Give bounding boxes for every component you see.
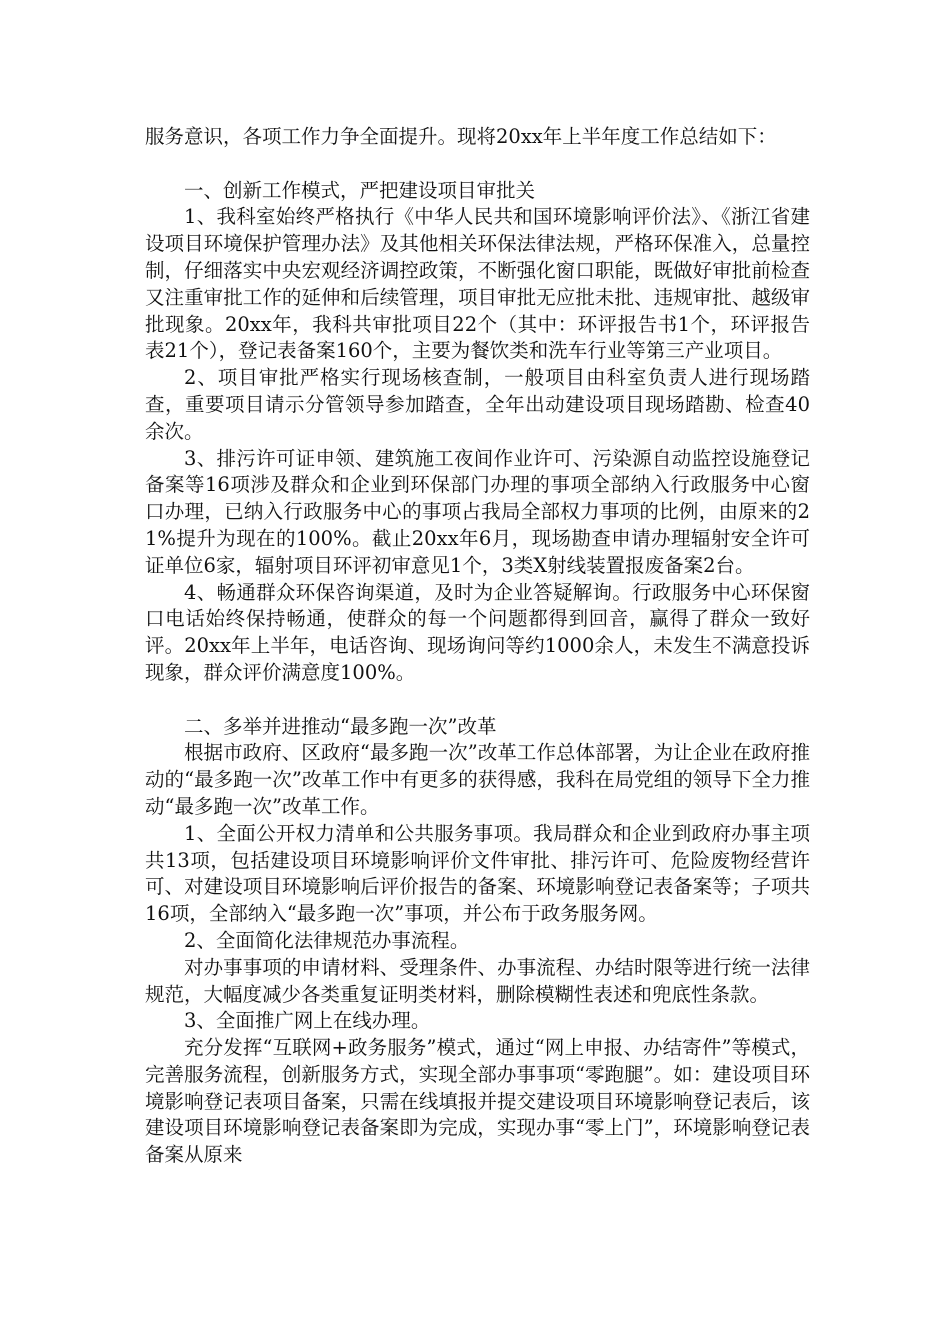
paragraph-2-2: 2、全面简化法律规范办事流程。 [184,928,470,952]
paragraph-2-3: 3、全面推广网上在线办理。 [184,1009,431,1033]
paragraph-2-1: 1、全面公开权力清单和公共服务事项。我局群众和企业到政府办事主项共13项，包括建设项目环境影响评价文件审批、排污许可、危险废物经营许可、对建设项目环境影响后评价报告的备案、环境影响登记表备案等；子项共16项，全部纳入“最多跑一次”事项，并公布于政务服务网。 [145,821,810,926]
paragraph-2-2-detail: 对办事事项的申请材料、受理条件、办事流程、办结时限等进行统一法律规范，大幅度减少各类重复证明类材料，删除模糊性表述和兜底性条款。 [145,955,810,1006]
paragraph-1-2: 2、项目审批严格实行现场核查制，一般项目由科室负责人进行现场踏查，重要项目请示分管领导参加踏查，全年出动建设项目现场踏勘、检查40余次。 [145,366,810,443]
paragraph-2-3-detail: 充分发挥“互联网+政务服务”模式，通过“网上申报、办结寄件”等模式，完善服务流程，创新服务方式，实现全部办事事项“零跑腿”。如：建设项目环境影响登记表项目备案，只需在线填报并提交建设项目环境影响登记表后，该建设项目环境影响登记表备案即为完成，实现办事“零上门”，环境影响登记表备案从原来 [145,1036,810,1167]
paragraph-1-3: 3、排污许可证申领、建筑施工夜间作业许可、污染源自动监控设施登记备案等16项涉及群众和企业到环保部门办理的事项全部纳入行政服务中心窗口办理，已纳入行政服务中心的事项占我局全部权力事项的比例，由原来的21%提升为现在的100%。截止20xx年6月，现场勘查申请办理辐射安全许可证单位6家，辐射项目环评初审意见1个，3类X射线装置报废备案2台。 [145,446,810,577]
paragraph-2-intro: 根据市政府、区政府“最多跑一次”改革工作总体部署，为让企业在政府推动的“最多跑一次”改革工作中有更多的获得感，我科在局党组的领导下全力推动“最多跑一次”改革工作。 [145,741,810,818]
paragraph-intro: 服务意识，各项工作力争全面提升。现将20xx年上半年度工作总结如下： [145,125,777,148]
paragraph-1-4: 4、畅通群众环保咨询渠道，及时为企业答疑解询。行政服务中心环保窗口电话始终保持畅通，使群众的每一个问题都得到回音，赢得了群众一致好评。20xx年上半年，电话咨询、现场询问等约1000余人，未发生不满意投诉现象，群众评价满意度100%。 [145,580,810,684]
paragraph-1-1: 1、我科室始终严格执行《中华人民共和国环境影响评价法》、《浙江省建设项目环境保护管理办法》及其他相关环保法律法规，严格环保准入，总量控制，仔细落实中央宏观经济调控政策，不断强化窗口职能，既做好审批前检查又注重审批工作的延伸和后续管理，项目审批无应批未批、违规审批、越级审批现象。20xx年，我科共审批项目22个（其中：环评报告书1个，环评报告表21个），登记表备案160个，主要为餐饮类和洗车行业等第三产业项目。 [145,205,810,363]
section-heading-2: 二、多举并进推动“最多跑一次”改革 [184,714,497,738]
document-page [145,124,810,1169]
section-heading-1: 一、创新工作模式，严把建设项目审批关 [184,178,536,202]
